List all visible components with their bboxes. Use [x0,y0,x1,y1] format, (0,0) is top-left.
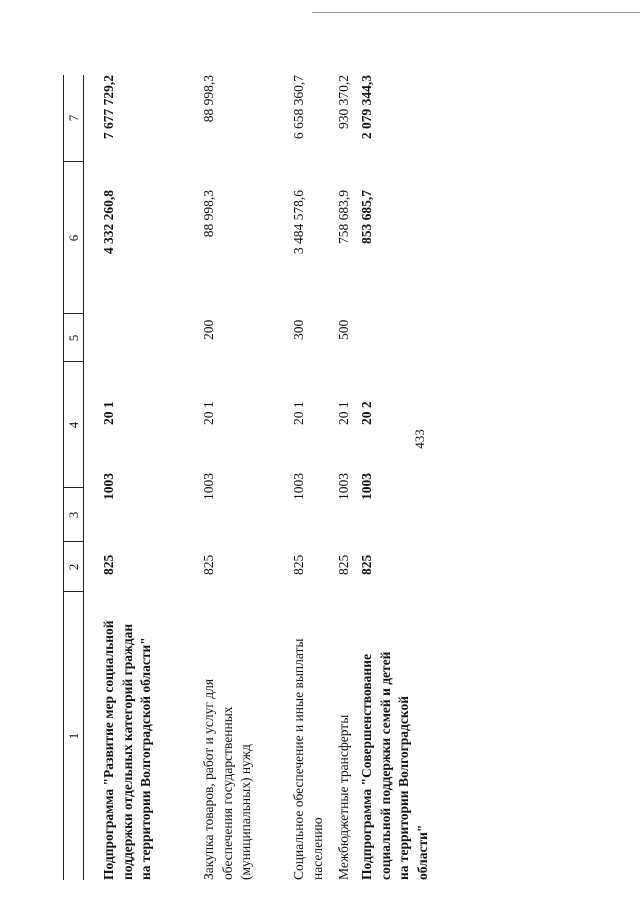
col-divider-5 [63,313,83,314]
row-2-c3: 1003 [201,473,216,500]
row-4-c4: 20 1 [336,401,351,425]
row-3-c4: 20 1 [291,401,306,425]
col-divider-6 [63,161,83,162]
row-3-c7: 6 658 360,7 [291,75,306,140]
row-3-c5: 300 [291,319,306,340]
row-2-c5: 200 [201,319,216,340]
col-header-6: 6 [66,234,81,242]
row-3-c2: 825 [291,554,306,575]
header-bottom-border [83,75,84,880]
budget-table [20,60,630,880]
col-header-7: 7 [66,114,81,122]
row-2-c7: 88 998,3 [201,75,216,123]
row-2-c6: 88 998,3 [201,190,216,238]
row-5-c2: 825 [359,554,374,575]
row-3-name: Социальное обеспечение и иные выплаты населению [291,638,325,880]
row-1-c3: 1003 [101,473,116,500]
table-top-border [63,75,64,880]
row-1-name: Подпрограмма "Развитие мер социальной поддержки отдельных категорий граждан на территории Волгоградской области" [101,620,153,880]
row-5-c7: 2 079 344,3 [359,75,374,140]
col-divider-3 [63,487,83,488]
row-5-c3: 1003 [359,473,374,500]
row-1-c6: 4 332 260,8 [101,190,116,255]
row-3-c3: 1003 [291,473,306,500]
row-5-name: Подпрограмма "Совершенствование социальной поддержки семей и детей на территории Волгоградской области" [359,651,430,880]
col-divider-2 [63,541,83,542]
row-3-c6: 3 484 578,6 [291,190,306,255]
row-5-c4: 20 2 [359,401,374,425]
row-4-name: Межбюджетные трансферты [336,714,351,880]
scan-edge-line [312,12,640,13]
row-5-c6: 853 685,7 [359,190,374,244]
row-4-c6: 758 683,9 [336,190,351,244]
col-header-5: 5 [66,334,81,342]
col-header-4: 4 [66,421,81,429]
col-header-3: 3 [66,511,81,519]
col-divider-4 [63,361,83,362]
row-2-c4: 20 1 [201,401,216,425]
page-number: 433 [412,429,427,449]
row-4-c7: 930 370,2 [336,75,351,129]
row-4-c3: 1003 [336,473,351,500]
row-2-c2: 825 [201,554,216,575]
row-2-name: Закупка товаров, работ и услуг для обеспечения государственных (муниципальных) нужд [201,678,253,880]
row-1-c7: 7 677 729,2 [101,75,116,140]
col-header-2: 2 [66,563,81,571]
row-1-c2: 825 [101,554,116,575]
col-header-1: 1 [66,732,81,740]
row-4-c2: 825 [336,554,351,575]
row-4-c5: 500 [336,319,351,340]
row-1-c4: 20 1 [101,401,116,425]
col-divider-1 [63,591,83,592]
